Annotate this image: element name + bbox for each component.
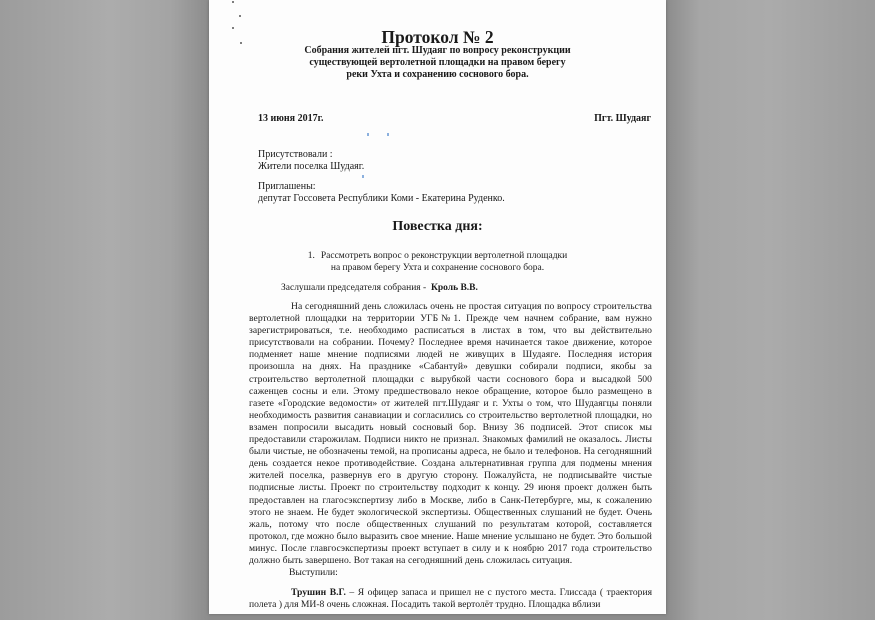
chairman-name: Кроль В.В. [430,283,478,293]
scan-speck [387,133,389,136]
document-title: Протокол № 2 [381,27,494,47]
main-paragraph-text: На сегодняшний день сложилась очень не простая ситуация по вопросу строительства вертолетной площадки на территории УГБ№1. Прежде чем начнем собрание, вам нужно зарегистрироваться, т.е. необходимо расписаться в листах в том, что вы действительно присутствовали на собрании. Почему? Последнее время начинается такое движение, которое подменяет наше мнение подписями людей не живущих в Шудаяге. Последняя история произошла на днях. На празднике «Сабантуй» девушки собирали подписи, якобы за строительство вертолетной площадки с вырубкой части соснового бора и высадкой 500 саженцев сосны и ели. Этому предшествовало некое обращение, которое было размещено в газете «Городские ведомости» от жителей пгт.Шудаяг и г. Ухты о том, что Шудаягцы поняли необходимость развития санавиации и согласились со строительство вертолетной площадки, но взамен попросили высадить новый сосновый бор. Внизу 36 подписей. Этот список мы предоставили старожилам. Подписи никто не признал. Знакомых фамилий не оказалось. Листы были чистые, не обозначены темой, на прописаны адреса, не было и телефонов. На сегодняшний день создается некое противодействие. Создана альтернативная группа для подмены мнения жителей поселка, развернув его в другую сторону. Пожалуйста, не подписывайте чистые подписные листы. Проект по строительству подходит к концу. 29 июня проект должен быть предоставлен на глагосэкспертизу либо в Москве, либо в Санк-Петербурге, мы, к сожалению этого не знаем. Не будет экологической экспертизы. Общественных слушаний не будет. Очень жаль, потому что после общественных слушаний по результатам которой, составляется протокол, где можно было выразить свое мнение. Наше мнение услышано не будет. Это большой минус. После главгосэкспертизы проект вступает в силу и к ноябрю 2017 года строительство должно быть завершено. Вот такая на сегодняшний день сложилась ситуация. [249,301,652,566]
agenda-item-line: на правом берегу Ухта и сохранение соснового бора. [330,263,545,273]
present-label: Присутствовали : [258,149,333,160]
invited-section [258,181,505,205]
heard-line [281,283,478,293]
agenda-item-text: Рассмотреть вопрос о реконструкции вертолетной площадки [320,251,568,261]
document-subtitle [209,45,666,81]
agenda-item [209,250,666,274]
scan-speck [232,1,234,3]
agenda-title: Повестка дня: [392,219,483,234]
subtitle-line: существующей вертолетной площадки на правом берегу [309,57,566,68]
speaker-name: Трушин В.Г. [291,587,346,598]
agenda-item-number: 1. [307,251,315,261]
scan-speck [362,175,364,178]
invited-label: Приглашены: [258,181,316,192]
scan-speck [239,15,241,17]
invited-value: депутат Госсовета Республики Коми - Екатерина Руденко. [258,193,505,204]
present-section [258,149,364,173]
spoke-label: Выступили: [289,567,338,578]
scan-speck [367,133,369,136]
heard-label: Заслушали председателя собрания - [281,283,427,293]
agenda-item-line [209,250,666,262]
present-value: Жители поселка Шудаяг. [258,161,365,172]
speaker-paragraph [249,587,652,611]
subtitle-line: Собрания жителей пгт. Шудаяг по вопросу реконструкции [304,45,571,56]
meeting-date: 13 июня 2017г. [258,113,324,124]
subtitle-line: реки Ухта и сохранению соснового бора. [346,69,529,80]
main-paragraph [249,301,652,567]
speaker-text: – Я офицер запаса и пришел не с пустого места. Глиссада ( траектория полета ) для МИ-8 очень сложная. Посадить такой вертолёт трудно. Площадка вблизи [249,587,652,611]
document-page [209,0,666,614]
meeting-place: Пгт. Шудаяг [594,113,651,124]
